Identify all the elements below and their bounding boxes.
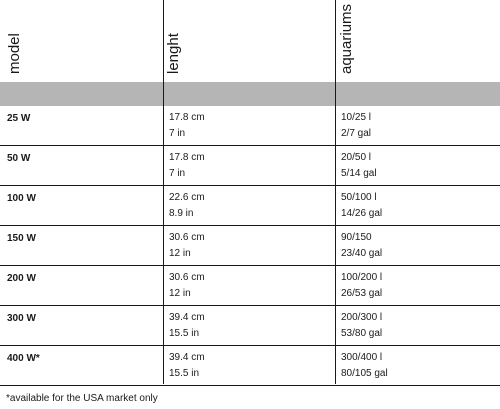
aquarium-gallons-cell: 80/105 gal <box>341 368 388 379</box>
table-row <box>0 226 500 266</box>
aquarium-gallons-cell: 53/80 gal <box>341 328 383 339</box>
table-row <box>0 346 500 386</box>
aquarium-liters-cell: 10/25 l <box>341 112 372 123</box>
header-length: lenght <box>165 33 182 74</box>
length-in-cell: 8.9 in <box>169 208 194 219</box>
aquarium-gallons-cell: 14/26 gal <box>341 208 383 219</box>
length-cm-cell: 39.4 cm <box>169 312 205 323</box>
length-cm-cell: 30.6 cm <box>169 272 205 283</box>
aquarium-liters-cell: 200/300 l <box>341 312 383 323</box>
length-cm-cell: 39.4 cm <box>169 352 205 363</box>
table-row <box>0 106 500 146</box>
footnote: *available for the USA market only <box>6 393 158 404</box>
length-in-cell: 15.5 in <box>169 328 200 339</box>
aquarium-gallons-cell: 5/14 gal <box>341 168 377 179</box>
length-in-cell: 15.5 in <box>169 368 200 379</box>
length-in-cell: 7 in <box>169 128 186 139</box>
table-row <box>0 146 500 186</box>
aquarium-liters-cell: 100/200 l <box>341 272 383 283</box>
length-cm-cell: 22.6 cm <box>169 192 205 203</box>
header-model: model <box>6 33 23 74</box>
length-cm-cell: 17.8 cm <box>169 112 205 123</box>
header-band <box>0 82 500 106</box>
aquarium-gallons-cell: 2/7 gal <box>341 128 372 139</box>
table-header <box>0 0 500 80</box>
table-row <box>0 306 500 346</box>
aquarium-gallons-cell: 23/40 gal <box>341 248 383 259</box>
aquarium-liters-cell: 300/400 l <box>341 352 383 363</box>
aquarium-liters-cell: 90/150 <box>341 232 372 243</box>
length-cm-cell: 17.8 cm <box>169 152 205 163</box>
model-cell: 25 W <box>7 113 31 124</box>
model-cell: 50 W <box>7 153 31 164</box>
model-cell: 150 W <box>7 233 36 244</box>
aquarium-gallons-cell: 26/53 gal <box>341 288 383 299</box>
aquarium-liters-cell: 20/50 l <box>341 152 372 163</box>
model-cell: 400 W* <box>7 353 40 364</box>
table-row <box>0 266 500 306</box>
model-cell: 100 W <box>7 193 36 204</box>
table-body <box>0 106 500 386</box>
length-cm-cell: 30.6 cm <box>169 232 205 243</box>
model-cell: 200 W <box>7 273 36 284</box>
length-in-cell: 12 in <box>169 248 191 259</box>
aquarium-liters-cell: 50/100 l <box>341 192 377 203</box>
table-row <box>0 186 500 226</box>
length-in-cell: 7 in <box>169 168 186 179</box>
model-cell: 300 W <box>7 313 36 324</box>
length-in-cell: 12 in <box>169 288 191 299</box>
header-aquariums: aquariums <box>338 3 355 74</box>
